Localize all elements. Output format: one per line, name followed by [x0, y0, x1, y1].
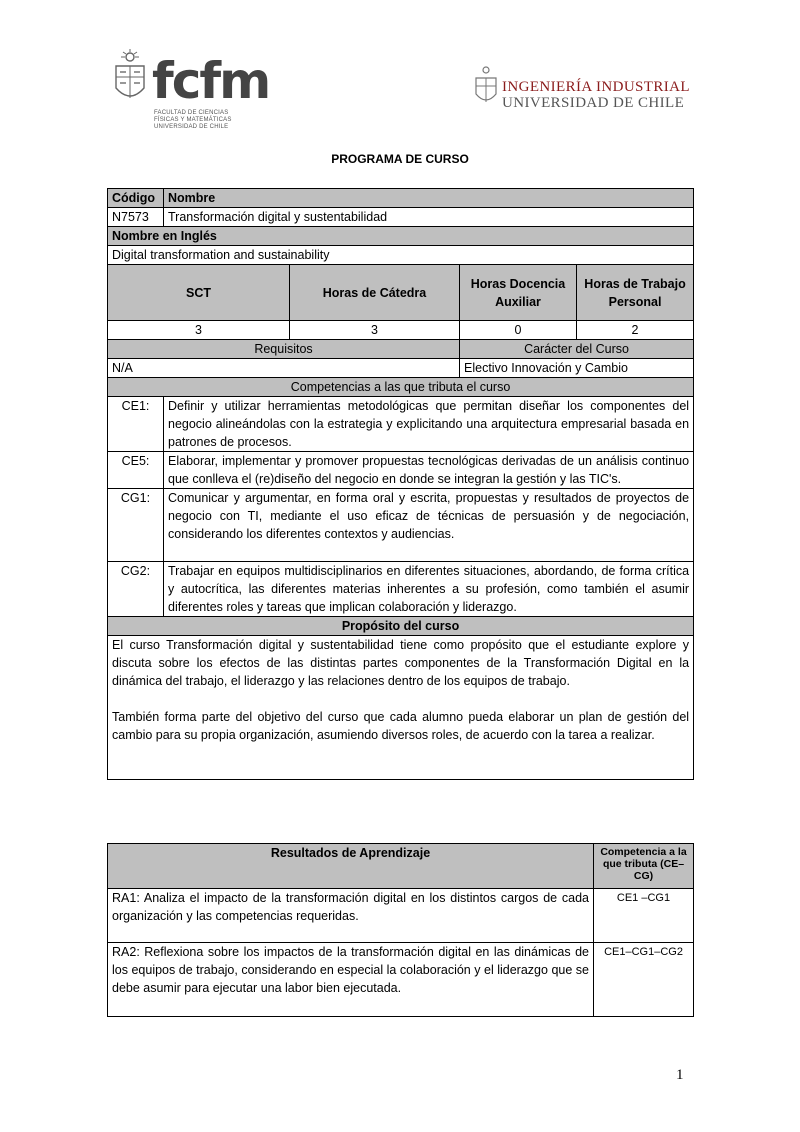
table-row — [108, 378, 694, 397]
code-label: Código — [108, 189, 164, 208]
page-title: PROGRAMA DE CURSO — [331, 152, 469, 166]
competency-row — [108, 562, 694, 617]
catedra-label: Horas de Cátedra — [290, 265, 460, 321]
fcfm-wordmark: fcfm — [152, 52, 270, 110]
auxiliar-value: 0 — [460, 321, 577, 340]
competencias-label: Competencias a las que tributa el curso — [108, 378, 694, 397]
table-row — [108, 844, 694, 889]
table-row — [108, 359, 694, 378]
result-text: RA2: Reflexiona sobre los impactos de la transformación digital en las dinámicas de los equipos de trabajo, considerando en especial la colaboración y el liderazgo que se debe asumir para ejecutar una labor bien ejecutada. — [108, 943, 594, 1017]
university-name: UNIVERSIDAD DE CHILE — [502, 95, 685, 111]
personal-label: Horas de Trabajo Personal — [577, 265, 694, 321]
table-row — [108, 265, 694, 321]
competency-code: CE5: — [108, 452, 164, 489]
requisitos-value: N/A — [108, 359, 460, 378]
course-name: Transformación digital y sustentabilidad — [164, 208, 694, 227]
english-name: Digital transformation and sustainability — [108, 246, 694, 265]
ingenieria-industrial-logo — [472, 64, 692, 114]
course-info-table — [107, 188, 694, 780]
competency-code: CE1: — [108, 397, 164, 452]
table-row — [108, 943, 694, 1017]
competency-row — [108, 489, 694, 562]
competency-text: Comunicar y argumentar, en forma oral y escrita, propuestas y resultados de proyectos de negocio con TI, mediante el uso eficaz de técnicas de persuasión y de negociación, considerando los diferentes contextos y audiencias. — [164, 489, 694, 562]
proposito-paragraph: También forma parte del objetivo del curso que cada alumno pueda elaborar un plan de gestión del cambio para su propia organización, asumiendo diversos roles, de acuerdo con la tarea a realizar. — [112, 710, 690, 742]
competency-text: Definir y utilizar herramientas metodológicas que permitan diseñar los componentes del negocio alineándolas con la estrategia y explicitando una arquitectura empresarial basada en patrones de procesos. — [164, 397, 694, 452]
personal-value: 2 — [577, 321, 694, 340]
result-text: RA1: Analiza el impacto de la transformación digital en los distintos cargos de cada organización y las competencias requeridas. — [108, 889, 594, 943]
table-row — [108, 189, 694, 208]
sct-label: SCT — [108, 265, 290, 321]
table-row — [108, 246, 694, 265]
university-crest-icon — [474, 64, 498, 108]
result-competency: CE1 –CG1 — [594, 889, 694, 943]
competency-row — [108, 452, 694, 489]
table-row — [108, 208, 694, 227]
table-row — [108, 340, 694, 359]
page-number: 1 — [676, 1067, 684, 1083]
caracter-value: Electivo Innovación y Cambio — [460, 359, 694, 378]
competency-code: CG1: — [108, 489, 164, 562]
name-label: Nombre — [164, 189, 694, 208]
english-name-label: Nombre en Inglés — [108, 227, 694, 246]
requisitos-label: Requisitos — [108, 340, 460, 359]
department-name: INGENIERÍA INDUSTRIAL — [502, 79, 690, 95]
results-header: Resultados de Aprendizaje — [108, 844, 594, 889]
course-code: N7573 — [108, 208, 164, 227]
proposito-text — [108, 636, 694, 780]
proposito-paragraph: El curso Transformación digital y sustentabilidad tiene como propósito que el estudiante explore y discuta sobre los efectos de las distintas partes componentes de la Transformación Digital en la dinámica del trabajo, el liderazgo y las relaciones dentro de los equipos de trabajo. — [112, 638, 690, 688]
table-row — [108, 617, 694, 636]
competency-header: Competencia a la que tributa (CE–CG) — [594, 844, 694, 889]
proposito-label: Propósito del curso — [108, 617, 694, 636]
sct-value: 3 — [108, 321, 290, 340]
result-competency: CE1–CG1–CG2 — [594, 943, 694, 1017]
table-row — [108, 889, 694, 943]
competency-code: CG2: — [108, 562, 164, 617]
fcfm-logo — [112, 48, 270, 138]
caracter-label: Carácter del Curso — [460, 340, 694, 359]
learning-outcomes-table — [107, 843, 694, 1017]
table-row — [108, 321, 694, 340]
table-row — [108, 636, 694, 780]
competency-row — [108, 397, 694, 452]
university-crest-icon — [112, 48, 148, 106]
auxiliar-label: Horas Docencia Auxiliar — [460, 265, 577, 321]
catedra-value: 3 — [290, 321, 460, 340]
faculty-name: FACULTAD DE CIENCIAS FÍSICAS Y MATEMÁTICAS UNIVERSIDAD DE CHILE — [154, 110, 232, 130]
table-row — [108, 227, 694, 246]
competency-text: Trabajar en equipos multidisciplinarios en diferentes situaciones, abordando, de forma crítica y autocrítica, las diferentes materias inherentes a su profesión, como también el asumir diferentes roles y tareas que implican colaboración y liderazgo. — [164, 562, 694, 617]
competency-text: Elaborar, implementar y promover propuestas tecnológicas derivadas de un análisis continuo que conlleva el (re)diseño del negocio en donde se integran la gestión y las TIC's. — [164, 452, 694, 489]
